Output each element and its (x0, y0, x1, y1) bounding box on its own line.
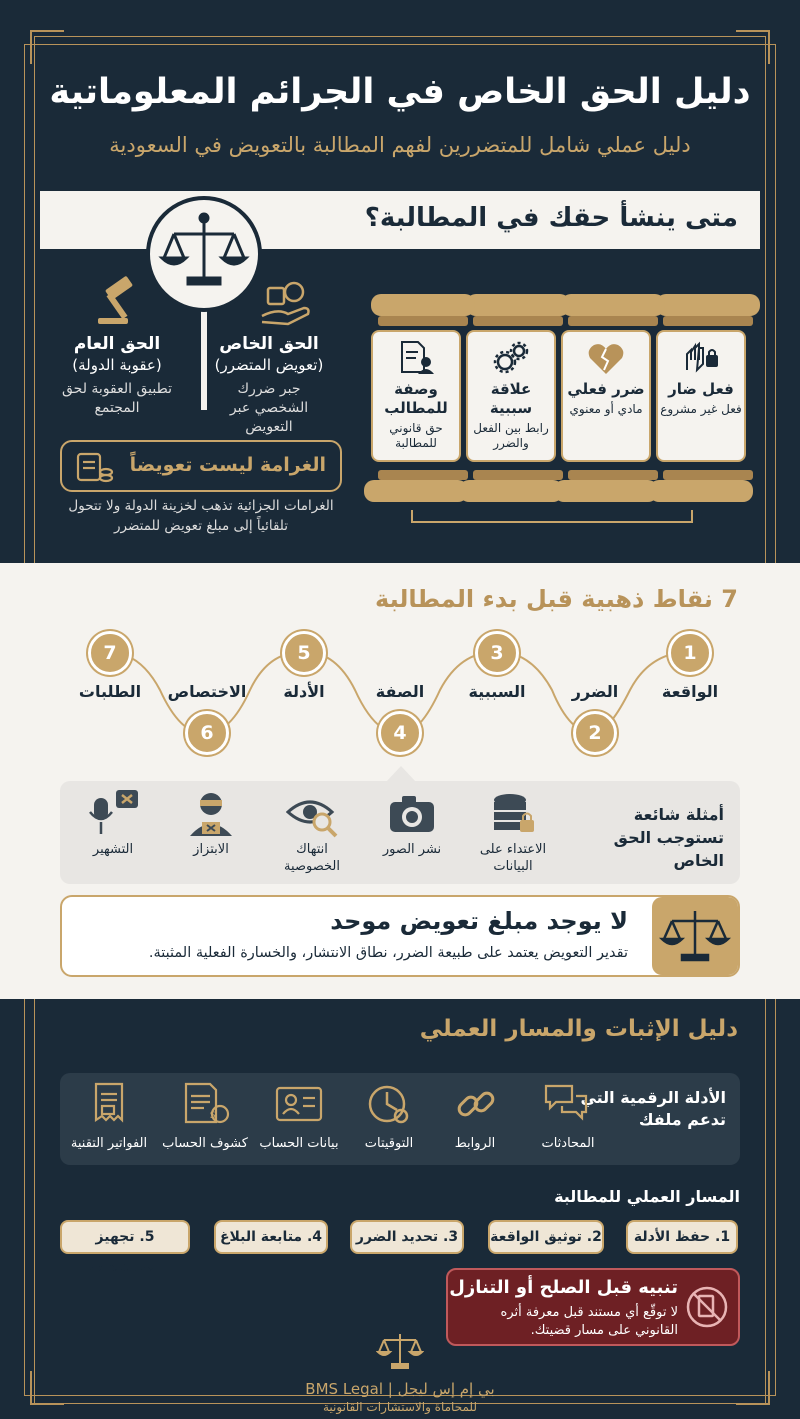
pillar-card-3 (466, 330, 556, 462)
frame-corner (736, 30, 770, 64)
coins-hand-icon (258, 278, 314, 328)
pillar-base (554, 480, 658, 502)
page-title: دليل الحق الخاص في الجرائم المعلوماتية (49, 72, 751, 112)
statement-icon (180, 1080, 232, 1126)
public-right-desc: تطبيق العقوبة لحق المجتمع (61, 381, 172, 416)
pillar-cap (378, 316, 468, 326)
frame-corner (736, 1371, 770, 1405)
examples-title: أمثلة شائعة تستوجب الحق الخاص (613, 805, 724, 871)
pillar-cap (473, 316, 563, 326)
database-lock-icon (488, 792, 538, 838)
microphone-icon (86, 788, 140, 838)
step-label: الصفة (375, 682, 425, 701)
evidence-label: بيانات الحساب (259, 1136, 339, 1151)
step-number: 6 (185, 711, 229, 755)
evidence-label: الروابط (454, 1136, 496, 1151)
evidence-label: التوقيتات (364, 1136, 414, 1151)
pillar-cap (371, 294, 475, 316)
evidence-label: الفواتير التقنية (70, 1136, 148, 1151)
warning-desc: لا توقّع أي مستند قبل معرفة أثره القانوني على مسار قضيتك. (500, 1305, 678, 1338)
warning-title: تنبيه قبل الصلح أو التنازل (449, 1277, 678, 1298)
step-number: 4 (378, 711, 422, 755)
private-right-sub: (تعويض المتضرر) (214, 356, 324, 374)
scale-circle (146, 196, 262, 312)
pillar-card-1 (656, 330, 746, 462)
no-sign-icon (684, 1284, 730, 1330)
private-right-desc: جبر ضررك الشخصي عبر التعويض (229, 381, 309, 435)
pillar-desc: فعل غير مشروع (660, 401, 742, 416)
document-user-icon (396, 340, 436, 376)
evidence-label: كشوف الحساب (162, 1136, 248, 1151)
path-step: 5. تجهيز المستندات (60, 1220, 190, 1254)
fine-desc: الغرامات الجزائية تذهب لخزينة الدولة ولا تتحول تلقائياً إلى مبلغ تعويض للمتضرر (68, 498, 334, 534)
camera-icon (386, 792, 438, 838)
pillar-base (473, 470, 563, 480)
path-title: المسار العملي للمطالبة (554, 1187, 740, 1206)
pillar-cap (561, 294, 665, 316)
example-label: الابتزاز (193, 842, 229, 857)
section3-heading: دليل الإثبات والمسار العملي (419, 1016, 738, 1042)
pointer-arrow (386, 766, 416, 782)
brand-name: بي إم إس ليجل | BMS Legal (305, 1380, 495, 1398)
step-number: 3 (475, 631, 519, 675)
step-number: 7 (88, 631, 132, 675)
pillar-cap (656, 294, 760, 316)
step-number: 5 (282, 631, 326, 675)
path-step: 2. توثيق الواقعة (488, 1220, 604, 1254)
step-label: السببية (468, 682, 526, 701)
brand-tagline: للمحاماة والاستشارات القانونية (322, 1400, 478, 1414)
scale-icon (150, 200, 258, 308)
divider-stem (201, 300, 207, 410)
evidence-label: المحادثات (541, 1136, 595, 1151)
step-number: 1 (668, 631, 712, 675)
public-right-sub: (عقوبة الدولة) (72, 356, 162, 374)
compensation-icon-tile (652, 897, 738, 975)
example-label: نشر الصور (382, 842, 442, 857)
frame-corner (30, 30, 64, 64)
scale-icon (652, 897, 738, 975)
step-label: الواقعة (661, 682, 719, 701)
step-label: الأدلة (283, 682, 325, 701)
pillar-cap (466, 294, 570, 316)
warning-box (446, 1268, 740, 1346)
example-label: الاعتداء على البيانات (479, 842, 547, 874)
section2-heading: 7 نقاط ذهبية قبل بدء المطالبة (375, 585, 738, 613)
pillar-desc: رابط بين الفعل والضرر (473, 420, 549, 451)
compensation-desc: تقدير التعويض يعتمد على طبيعة الضرر، نطاق الانتشار، والخسارة الفعلية المثبتة. (148, 945, 628, 961)
private-right-title: الحق الخاص (219, 334, 319, 354)
frame-corner (30, 1371, 64, 1405)
pillar-title: وصفة للمطالب (384, 380, 448, 417)
pillar-base (649, 480, 753, 502)
path-step: 3. تحديد الضرر (350, 1220, 464, 1254)
public-right-title: الحق العام (73, 334, 161, 354)
page-subtitle: دليل عملي شامل للمتضررين لفهم المطالبة بالتعويض في السعودية (109, 133, 691, 157)
masked-person-icon (186, 790, 236, 838)
invoice-icon (88, 1080, 136, 1126)
clock-icon (365, 1082, 413, 1126)
pillar-base (378, 470, 468, 480)
pillar-title: علاقة سببية (489, 380, 533, 417)
step-label: الضرر (571, 682, 619, 701)
pillar-card-2 (561, 330, 651, 462)
pillar-cap (663, 316, 753, 326)
step-number: 2 (573, 711, 617, 755)
logo-scale-icon (376, 1330, 424, 1372)
example-label: انتهاك الخصوصية (284, 842, 340, 874)
svg-text:$: $ (209, 1110, 216, 1121)
hand-lock-icon (681, 340, 721, 376)
path-step: 1. حفظ الأدلة (626, 1220, 738, 1254)
compensation-box (60, 895, 740, 977)
section1-heading: متى ينشأ حقك في المطالبة؟ (364, 203, 738, 233)
pillar-base (364, 480, 468, 502)
step-label: الطلبات (78, 682, 142, 701)
example-label: التشهير (92, 842, 134, 857)
compensation-title: لا يوجد مبلغ تعويض موحد (330, 907, 628, 935)
pillar-cap (568, 316, 658, 326)
money-icon (74, 448, 114, 486)
path-step: 4. متابعة البلاغ (214, 1220, 328, 1254)
gavel-icon (92, 276, 148, 326)
pillar-card-4 (371, 330, 461, 462)
chat-icon (542, 1082, 590, 1122)
pillar-base (663, 470, 753, 480)
pillar-desc: حق قانوني للمطالبة (389, 420, 443, 451)
eye-search-icon (286, 792, 340, 838)
id-card-icon (273, 1082, 325, 1126)
link-icon (452, 1082, 500, 1126)
fine-title: الغرامة ليست تعويضاً (129, 454, 326, 476)
pillar-desc: مادي أو معنوي (569, 401, 643, 416)
broken-heart-icon (586, 340, 626, 376)
pillar-base (459, 480, 563, 502)
evidence-title: الأدلة الرقمية التي تدعم ملفك (580, 1088, 726, 1130)
gears-icon (491, 340, 531, 376)
step-label: الاختصاص (167, 682, 247, 701)
pillar-title: ضرر فعلي (567, 380, 645, 398)
pillar-title: فعل ضار (668, 380, 734, 398)
pillar-base (568, 470, 658, 480)
fine-box (60, 440, 342, 492)
